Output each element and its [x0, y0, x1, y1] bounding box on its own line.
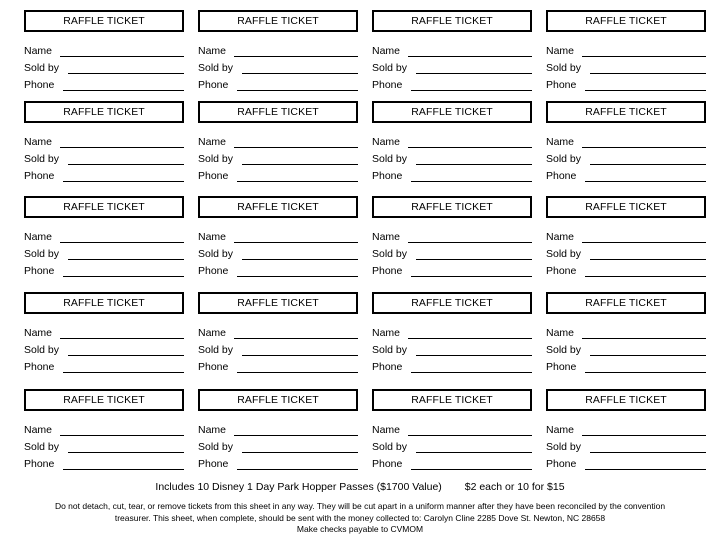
field-label: Phone	[198, 265, 229, 277]
field-label: Sold by	[372, 441, 408, 453]
fill-in-line[interactable]	[408, 147, 532, 148]
fill-in-line[interactable]	[242, 259, 358, 260]
raffle-ticket	[198, 10, 358, 94]
fill-in-line[interactable]	[68, 355, 184, 356]
ticket-title: RAFFLE TICKET	[546, 101, 706, 123]
field-label: Sold by	[372, 344, 408, 356]
fill-in-line[interactable]	[582, 56, 706, 57]
name-field	[546, 422, 706, 439]
field-label: Name	[372, 231, 401, 243]
raffle-ticket	[24, 196, 184, 280]
name-field	[546, 229, 706, 246]
ticket-title: RAFFLE TICKET	[24, 196, 184, 218]
field-label: Name	[546, 424, 575, 436]
field-label: Phone	[546, 458, 577, 470]
raffle-ticket	[546, 196, 706, 280]
ticket-title: RAFFLE TICKET	[546, 389, 706, 411]
fill-in-line[interactable]	[242, 452, 358, 453]
field-label: Sold by	[24, 62, 60, 74]
fill-in-line[interactable]	[411, 276, 532, 277]
field-label: Name	[372, 45, 401, 57]
fill-in-line[interactable]	[237, 469, 358, 470]
raffle-ticket	[372, 389, 532, 473]
fill-in-line[interactable]	[411, 469, 532, 470]
field-label: Sold by	[546, 441, 582, 453]
field-label: Phone	[24, 361, 55, 373]
name-field	[372, 229, 532, 246]
name-field	[198, 134, 358, 151]
phone-field	[546, 359, 706, 376]
fill-in-line[interactable]	[590, 259, 706, 260]
field-label: Sold by	[198, 248, 234, 260]
field-label: Name	[198, 136, 227, 148]
ticket-title: RAFFLE TICKET	[198, 101, 358, 123]
fill-in-line[interactable]	[60, 147, 184, 148]
fill-in-line[interactable]	[585, 276, 706, 277]
fill-in-line[interactable]	[408, 56, 532, 57]
ticket-title: RAFFLE TICKET	[372, 196, 532, 218]
field-label: Name	[546, 327, 575, 339]
phone-field	[372, 77, 532, 94]
fill-in-line[interactable]	[582, 147, 706, 148]
fill-in-line[interactable]	[237, 181, 358, 182]
fill-in-line[interactable]	[63, 372, 184, 373]
prize-line	[0, 481, 720, 493]
sold-by-field	[198, 246, 358, 263]
fill-in-line[interactable]	[237, 90, 358, 91]
fill-in-line[interactable]	[585, 469, 706, 470]
sold-by-field	[24, 60, 184, 77]
fill-in-line[interactable]	[582, 338, 706, 339]
field-label: Phone	[24, 265, 55, 277]
name-field	[24, 325, 184, 342]
fill-in-line[interactable]	[582, 435, 706, 436]
fill-in-line[interactable]	[416, 164, 532, 165]
phone-field	[546, 456, 706, 473]
raffle-ticket	[546, 389, 706, 473]
ticket-price: $2 each or 10 for $15	[464, 481, 565, 493]
fill-in-line[interactable]	[242, 355, 358, 356]
raffle-ticket	[24, 389, 184, 473]
fill-in-line[interactable]	[411, 372, 532, 373]
field-label: Sold by	[372, 62, 408, 74]
sold-by-field	[546, 342, 706, 359]
raffle-ticket	[546, 101, 706, 185]
sold-by-field	[198, 342, 358, 359]
fill-in-line[interactable]	[234, 435, 358, 436]
ticket-title: RAFFLE TICKET	[24, 10, 184, 32]
fill-in-line[interactable]	[234, 56, 358, 57]
raffle-ticket	[198, 101, 358, 185]
fill-in-line[interactable]	[585, 90, 706, 91]
name-field	[372, 134, 532, 151]
fill-in-line[interactable]	[237, 372, 358, 373]
field-label: Sold by	[198, 441, 234, 453]
field-label: Name	[24, 136, 53, 148]
ticket-title: RAFFLE TICKET	[198, 10, 358, 32]
field-label: Phone	[372, 361, 403, 373]
field-label: Name	[24, 231, 53, 243]
phone-field	[198, 168, 358, 185]
field-label: Sold by	[198, 62, 234, 74]
field-label: Name	[198, 327, 227, 339]
sold-by-field	[198, 60, 358, 77]
name-field	[198, 325, 358, 342]
fill-in-line[interactable]	[63, 90, 184, 91]
field-label: Sold by	[24, 153, 60, 165]
ticket-title: RAFFLE TICKET	[372, 292, 532, 314]
phone-field	[546, 263, 706, 280]
phone-field	[24, 456, 184, 473]
ticket-title: RAFFLE TICKET	[372, 389, 532, 411]
field-label: Name	[372, 136, 401, 148]
ticket-title: RAFFLE TICKET	[546, 10, 706, 32]
field-label: Name	[198, 45, 227, 57]
notice-line-1: Do not detach, cut, tear, or remove tickets from this sheet in any way. They will be cut apart in a uniform manner after they have been reconciled by the convention	[54, 501, 666, 511]
fill-in-line[interactable]	[234, 338, 358, 339]
fill-in-line[interactable]	[242, 164, 358, 165]
fill-in-line[interactable]	[68, 164, 184, 165]
raffle-ticket	[24, 101, 184, 185]
field-label: Name	[198, 424, 227, 436]
raffle-ticket	[546, 10, 706, 94]
phone-field	[198, 77, 358, 94]
phone-field	[546, 168, 706, 185]
sold-by-field	[24, 151, 184, 168]
sold-by-field	[24, 342, 184, 359]
fill-in-line[interactable]	[411, 90, 532, 91]
raffle-ticket	[198, 389, 358, 473]
fill-in-line[interactable]	[68, 259, 184, 260]
ticket-title: RAFFLE TICKET	[24, 389, 184, 411]
sold-by-field	[372, 342, 532, 359]
raffle-ticket	[546, 292, 706, 376]
phone-field	[198, 263, 358, 280]
fill-in-line[interactable]	[590, 164, 706, 165]
ticket-title: RAFFLE TICKET	[546, 292, 706, 314]
ticket-title: RAFFLE TICKET	[198, 389, 358, 411]
field-label: Phone	[24, 79, 55, 91]
fill-in-line[interactable]	[63, 469, 184, 470]
fill-in-line[interactable]	[63, 276, 184, 277]
field-label: Phone	[198, 79, 229, 91]
name-field	[372, 325, 532, 342]
prize-description: Includes 10 Disney 1 Day Park Hopper Passes ($1700 Value)	[155, 481, 442, 493]
field-label: Name	[546, 45, 575, 57]
field-label: Name	[372, 424, 401, 436]
field-label: Sold by	[372, 248, 408, 260]
raffle-ticket	[24, 10, 184, 94]
name-field	[24, 422, 184, 439]
ticket-title: RAFFLE TICKET	[546, 196, 706, 218]
field-label: Phone	[372, 458, 403, 470]
name-field	[372, 422, 532, 439]
field-label: Name	[24, 424, 53, 436]
sold-by-field	[372, 151, 532, 168]
sold-by-field	[546, 151, 706, 168]
sold-by-field	[546, 246, 706, 263]
field-label: Phone	[24, 170, 55, 182]
field-label: Name	[546, 136, 575, 148]
name-field	[546, 134, 706, 151]
ticket-title: RAFFLE TICKET	[24, 292, 184, 314]
field-label: Phone	[24, 458, 55, 470]
field-label: Sold by	[24, 344, 60, 356]
instructions-notice	[0, 501, 720, 536]
sold-by-field	[372, 246, 532, 263]
field-label: Sold by	[198, 153, 234, 165]
field-label: Sold by	[546, 62, 582, 74]
field-label: Sold by	[546, 153, 582, 165]
raffle-ticket	[372, 196, 532, 280]
ticket-title: RAFFLE TICKET	[24, 101, 184, 123]
fill-in-line[interactable]	[408, 435, 532, 436]
name-field	[24, 134, 184, 151]
field-label: Sold by	[546, 344, 582, 356]
name-field	[372, 43, 532, 60]
fill-in-line[interactable]	[416, 73, 532, 74]
fill-in-line[interactable]	[416, 259, 532, 260]
phone-field	[372, 168, 532, 185]
field-label: Phone	[546, 361, 577, 373]
fill-in-line[interactable]	[60, 242, 184, 243]
raffle-ticket	[24, 292, 184, 376]
name-field	[24, 43, 184, 60]
phone-field	[198, 359, 358, 376]
name-field	[198, 229, 358, 246]
sold-by-field	[546, 439, 706, 456]
fill-in-line[interactable]	[582, 242, 706, 243]
name-field	[198, 422, 358, 439]
field-label: Sold by	[546, 248, 582, 260]
field-label: Phone	[546, 170, 577, 182]
fill-in-line[interactable]	[585, 181, 706, 182]
ticket-title: RAFFLE TICKET	[198, 292, 358, 314]
field-label: Phone	[372, 79, 403, 91]
field-label: Phone	[372, 265, 403, 277]
raffle-ticket	[198, 292, 358, 376]
field-label: Sold by	[24, 441, 60, 453]
field-label: Phone	[198, 361, 229, 373]
sold-by-field	[24, 246, 184, 263]
field-label: Name	[546, 231, 575, 243]
fill-in-line[interactable]	[416, 355, 532, 356]
sold-by-field	[372, 60, 532, 77]
fill-in-line[interactable]	[242, 73, 358, 74]
sold-by-field	[24, 439, 184, 456]
fill-in-line[interactable]	[60, 435, 184, 436]
fill-in-line[interactable]	[234, 242, 358, 243]
fill-in-line[interactable]	[590, 355, 706, 356]
field-label: Phone	[546, 265, 577, 277]
name-field	[24, 229, 184, 246]
phone-field	[546, 77, 706, 94]
field-label: Sold by	[24, 248, 60, 260]
phone-field	[24, 263, 184, 280]
phone-field	[24, 77, 184, 94]
field-label: Sold by	[198, 344, 234, 356]
phone-field	[24, 359, 184, 376]
sold-by-field	[198, 439, 358, 456]
sold-by-field	[546, 60, 706, 77]
fill-in-line[interactable]	[68, 73, 184, 74]
field-label: Sold by	[372, 153, 408, 165]
fill-in-line[interactable]	[408, 338, 532, 339]
fill-in-line[interactable]	[68, 452, 184, 453]
sold-by-field	[372, 439, 532, 456]
phone-field	[372, 359, 532, 376]
notice-line-3: Make checks payable to CVMOM	[296, 524, 424, 534]
field-label: Name	[372, 327, 401, 339]
field-label: Name	[24, 327, 53, 339]
field-label: Phone	[546, 79, 577, 91]
field-label: Phone	[372, 170, 403, 182]
phone-field	[372, 263, 532, 280]
fill-in-line[interactable]	[60, 56, 184, 57]
field-label: Phone	[198, 458, 229, 470]
ticket-title: RAFFLE TICKET	[372, 10, 532, 32]
fill-in-line[interactable]	[590, 73, 706, 74]
raffle-ticket	[372, 101, 532, 185]
ticket-title: RAFFLE TICKET	[198, 196, 358, 218]
phone-field	[24, 168, 184, 185]
fill-in-line[interactable]	[408, 242, 532, 243]
field-label: Phone	[198, 170, 229, 182]
field-label: Name	[24, 45, 53, 57]
phone-field	[372, 456, 532, 473]
fill-in-line[interactable]	[60, 338, 184, 339]
fill-in-line[interactable]	[590, 452, 706, 453]
fill-in-line[interactable]	[234, 147, 358, 148]
fill-in-line[interactable]	[237, 276, 358, 277]
name-field	[198, 43, 358, 60]
fill-in-line[interactable]	[411, 181, 532, 182]
name-field	[546, 43, 706, 60]
phone-field	[198, 456, 358, 473]
raffle-ticket	[198, 196, 358, 280]
notice-line-2: treasurer. This sheet, when complete, should be sent with the money collected to: Carolyn Cline 2285 Dove St. Newton, NC 28658	[114, 512, 606, 523]
fill-in-line[interactable]	[63, 181, 184, 182]
sold-by-field	[198, 151, 358, 168]
fill-in-line[interactable]	[416, 452, 532, 453]
ticket-title: RAFFLE TICKET	[372, 101, 532, 123]
field-label: Name	[198, 231, 227, 243]
fill-in-line[interactable]	[585, 372, 706, 373]
raffle-ticket	[372, 292, 532, 376]
raffle-ticket	[372, 10, 532, 94]
name-field	[546, 325, 706, 342]
